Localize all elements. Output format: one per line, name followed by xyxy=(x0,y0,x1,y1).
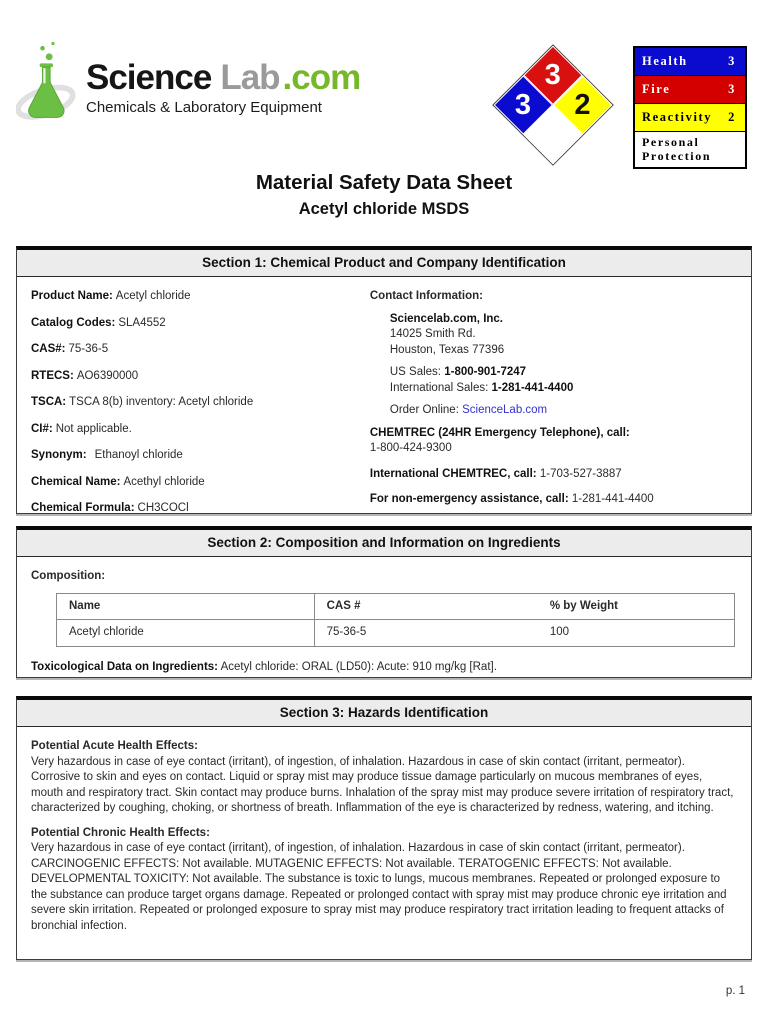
col-header-weight: % by Weight xyxy=(538,593,735,620)
composition-label: Composition: xyxy=(31,570,106,582)
product-identification xyxy=(31,289,370,528)
field-rtecs: RTECS: AO6390000 xyxy=(31,369,139,382)
field-tsca: TSCA: TSCA 8(b) inventory: Acetyl chloride xyxy=(31,396,254,409)
us-sales: US Sales: 1-800-901-7247 xyxy=(389,366,527,379)
nfpa-diamond-reactivity: 2 xyxy=(553,75,612,134)
hazard-row-personal-protection: Personal Protection xyxy=(635,132,745,167)
cell-name: Acetyl chloride xyxy=(57,620,315,647)
section-1-header: Section 1: Chemical Product and Company Identification xyxy=(17,250,751,277)
contact-heading: Contact Information: xyxy=(369,290,483,302)
address-line-2: Houston, Texas 77396 xyxy=(389,343,505,356)
page-number: p. 1 xyxy=(725,985,745,997)
chemtrec-emergency: CHEMTREC (24HR Emergency Telephone), call: 1-800-424-9300 xyxy=(369,426,630,455)
flask-icon xyxy=(16,36,88,145)
nfpa-diamond xyxy=(492,44,614,166)
contact-information xyxy=(370,289,737,528)
nfpa-hazard-table xyxy=(633,46,747,169)
document-subtitle: Acetyl chloride MSDS xyxy=(298,200,470,218)
cell-cas: 75-36-5 xyxy=(326,626,367,639)
cell-weight: 100 xyxy=(549,626,570,639)
intl-chemtrec: International CHEMTREC, call: 1-703-527-3887 xyxy=(369,467,622,480)
chronic-health-effects: Potential Chronic Health Effects: Very hazardous in case of eye contact (irritant), of ingestion, of inhalation. Hazardous in case of skin contact (irritant, permeator). CARCINOGENIC EFFECTS: Not available. MUTAGENIC EFFECTS: Not available. TERATOGENIC EFFECTS: Not available. DEVELOPMENTAL TOXICITY: Not available. The substance is toxic to lungs, mucous membranes. Repeated or prolonged exposure to the substance can produce target organs damage. Repeated or prolonged contact with spray mist may produce chronic eye irritation and severe skin irritation. Repeated or prolonged exposure to spray mist may produce respiratory tract irritation leading to frequent attacks of bronchial infection. xyxy=(31,826,727,932)
composition-table-row xyxy=(57,620,735,647)
logo-lab: Lab xyxy=(220,58,280,97)
logo-dotcom: .com xyxy=(282,58,361,97)
sales-phones xyxy=(390,365,737,396)
order-online: Order Online: ScienceLab.com xyxy=(389,404,548,417)
company-address xyxy=(390,312,737,359)
field-catalog-codes: Catalog Codes: SLA4552 xyxy=(31,316,166,329)
company-name: Sciencelab.com, Inc. xyxy=(389,312,504,325)
field-product-name: Product Name: Acetyl chloride xyxy=(31,290,191,302)
section-2 xyxy=(16,526,752,678)
hazard-row-reactivity: Reactivity 2 xyxy=(635,104,745,132)
field-chemical-name: Chemical Name: Acethyl chloride xyxy=(31,475,205,488)
nfpa-diamond-health: 3 xyxy=(494,75,553,134)
field-ci-number: CI#: Not applicable. xyxy=(31,422,132,435)
intl-sales: International Sales: 1-281-441-4400 xyxy=(389,381,574,394)
sciencelab-logo xyxy=(16,34,361,144)
acute-health-effects: Potential Acute Health Effects: Very hazardous in case of eye contact (irritant), of ingestion, of inhalation. Hazardous in case of skin contact (irritant, permeator). Corrosive to skin and eyes on contact. Liquid or spray mist may produce tissue damage particularly on mucous membranes of eyes, mouth and respiratory tract. Skin contact may produce burns. Inhalation of the spray mist may produce severe irritation of respiratory tract, characterized by coughing, choking, or shortness of breath. Inflammation of the eye is characterized by redness, watering, and itching. xyxy=(31,740,734,815)
logo-tagline: Chemicals & Laboratory Equipment xyxy=(86,99,322,116)
logo-science: Science xyxy=(86,58,212,97)
section-2-header: Section 2: Composition and Information on Ingredients xyxy=(17,530,751,557)
section-1 xyxy=(16,246,752,514)
nfpa-diamond-fire: 3 xyxy=(523,46,582,105)
field-chemical-formula: Chemical Formula: CH3COCl xyxy=(31,502,189,515)
composition-table xyxy=(56,593,735,647)
col-header-name: Name xyxy=(57,593,315,620)
field-synonym: Synonym: Ethanoyl chloride xyxy=(31,449,183,462)
toxicological-data: Toxicological Data on Ingredients: Acetyl chloride: ORAL (LD50): Acute: 910 mg/kg [Rat]. xyxy=(31,660,497,673)
section-3-header: Section 3: Hazards Identification xyxy=(17,700,751,727)
col-header-cas: CAS # xyxy=(314,593,538,620)
logo-wordmark xyxy=(86,58,360,116)
composition-table-header-row xyxy=(57,593,735,620)
hazard-row-fire: Fire 3 xyxy=(635,76,745,104)
address-line-1: 14025 Smith Rd. xyxy=(389,328,476,341)
non-emergency: For non-emergency assistance, call: 1-281-441-4400 xyxy=(369,493,654,506)
section-3 xyxy=(16,696,752,960)
sciencelab-link[interactable]: ScienceLab.com xyxy=(462,404,548,417)
document-title: Material Safety Data Sheet xyxy=(255,171,513,194)
field-cas-number: CAS#: 75-36-5 xyxy=(31,343,109,356)
hazard-row-health: Health 3 xyxy=(635,48,745,76)
